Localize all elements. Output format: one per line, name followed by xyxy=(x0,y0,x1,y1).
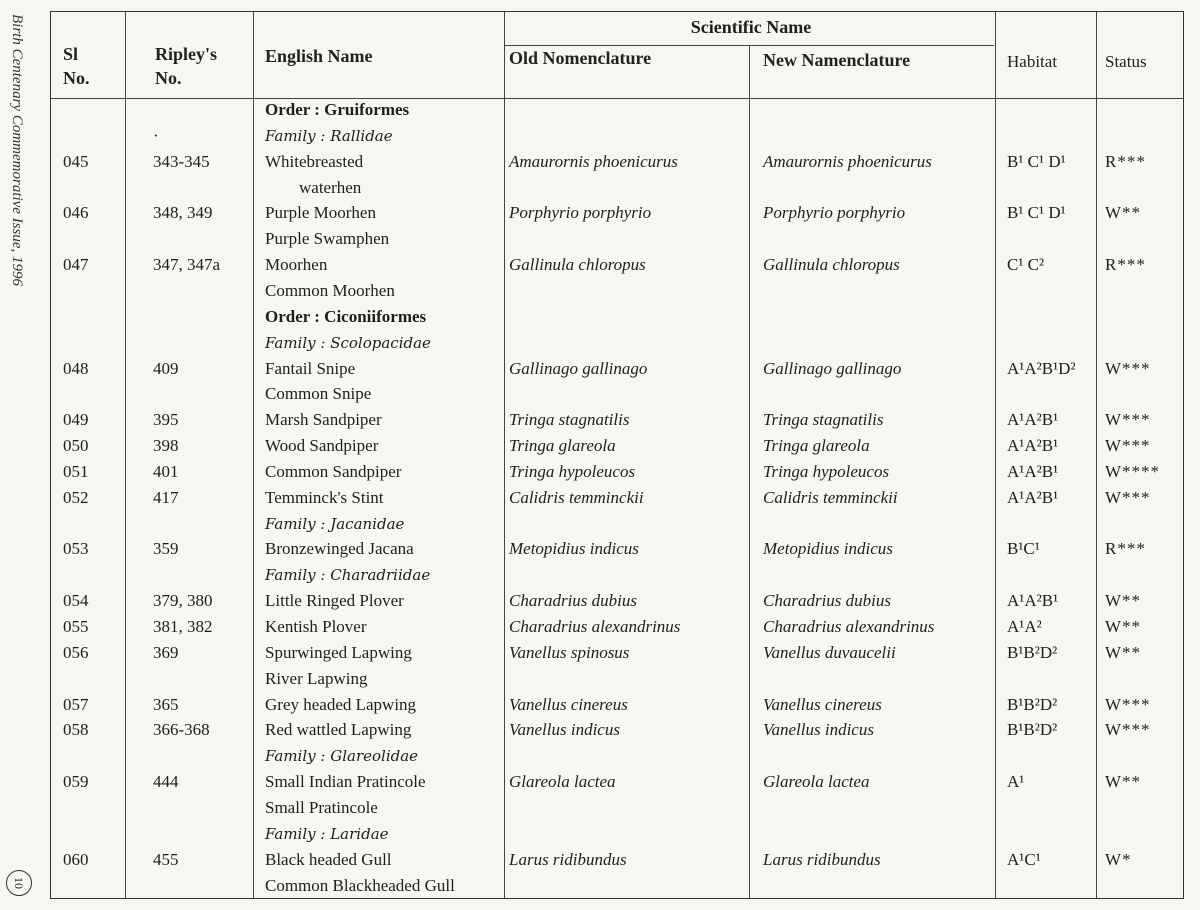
cell-new: Charadrius alexandrinus xyxy=(763,617,935,636)
cell-status: W*** xyxy=(1105,694,1151,714)
cell-new: Tringa glareola xyxy=(763,436,870,456)
header-old: Old Nomenclature xyxy=(509,48,652,68)
cell-new: Vanellus cinereus xyxy=(763,694,882,714)
cell-status: W** xyxy=(1105,642,1142,662)
cell-english: River Lapwing xyxy=(265,668,368,688)
cell-status: W*** xyxy=(1105,720,1151,740)
cell-habitat: B¹ C¹ D¹ xyxy=(1007,203,1066,223)
cell-sl: 055 xyxy=(63,617,89,636)
cell-ripley: 379, 380 xyxy=(153,591,213,611)
cell-ripley: 409 xyxy=(153,358,179,378)
side-title: Birth Centenary Commemorative Issue, 1996 xyxy=(9,14,25,287)
cell-sl: 049 xyxy=(63,410,89,430)
cell-habitat: A¹A²B¹ xyxy=(1007,461,1059,481)
cell-status: W** xyxy=(1105,772,1142,792)
cell-english: Family : Charadriidae xyxy=(265,566,431,585)
cell-old: Gallinula chloropus xyxy=(509,255,646,275)
header-new: New Namenclature xyxy=(763,50,911,70)
cell-old: Vanellus indicus xyxy=(509,720,620,740)
cell-sl: 045 xyxy=(63,151,89,171)
cell-new: Tringa hypoleucos xyxy=(763,461,890,481)
cell-sl: 057 xyxy=(63,694,89,714)
cell-new: Vanellus indicus xyxy=(763,720,874,740)
cell-habitat: B¹C¹ xyxy=(1007,539,1040,559)
cell-status: R*** xyxy=(1105,539,1146,559)
cell-ripley: 395 xyxy=(153,410,179,430)
cell-habitat: A¹ xyxy=(1007,772,1025,792)
cell-old: Metopidius indicus xyxy=(509,539,639,559)
cell-old: Charadrius dubius xyxy=(509,591,637,611)
cell-english: Common Moorhen xyxy=(265,280,395,300)
cell-old: Tringa hypoleucos xyxy=(509,461,636,481)
cell-status: W** xyxy=(1105,203,1142,223)
cell-english: Small Pratincole xyxy=(265,797,378,817)
cell-status: W*** xyxy=(1105,358,1151,378)
cell-english: Family : Laridae xyxy=(265,824,389,843)
cell-new: Gallinago gallinago xyxy=(763,358,902,378)
cell-sl: 051 xyxy=(63,461,89,481)
cell-new: Metopidius indicus xyxy=(763,539,893,559)
cell-old: Charadrius alexandrinus xyxy=(509,617,681,636)
cell-english: Whitebreasted xyxy=(265,151,364,171)
cell-english: Purple Moorhen xyxy=(265,203,376,223)
cell-status: W*** xyxy=(1105,410,1151,430)
cell-new: Tringa stagnatilis xyxy=(763,410,884,430)
cell-english: Bronzewinged Jacana xyxy=(265,539,414,559)
cell-status: R*** xyxy=(1105,151,1146,171)
cell-english: Red wattled Lapwing xyxy=(265,720,412,740)
cell-new: Calidris temminckii xyxy=(763,487,898,507)
cell-habitat: A¹A²B¹ xyxy=(1007,591,1059,611)
header-bottom-line xyxy=(51,98,1183,99)
cell-english: Marsh Sandpiper xyxy=(265,410,382,430)
cell-new: Larus ridibundus xyxy=(763,849,881,869)
cell-english: waterhen xyxy=(299,177,362,197)
cell-old: Vanellus cinereus xyxy=(509,694,628,714)
cell-ripley: 359 xyxy=(153,539,179,559)
cell-english: Common Snipe xyxy=(265,384,372,404)
cell-english: Small Indian Pratincole xyxy=(265,772,426,792)
cell-habitat: A¹A²B¹ xyxy=(1007,410,1059,430)
cell-english: Moorhen xyxy=(265,255,328,275)
cell-new: Vanellus duvaucelii xyxy=(763,642,896,662)
cell-ripley: 366-368 xyxy=(153,720,210,740)
cell-old: Larus ridibundus xyxy=(509,849,627,869)
cell-english: Family : Rallidae xyxy=(265,126,393,145)
cell-new: Porphyrio porphyrio xyxy=(763,203,906,223)
cell-english: Fantail Snipe xyxy=(265,358,356,378)
cell-ripley: 444 xyxy=(153,772,179,792)
cell-ripley: 401 xyxy=(153,461,179,481)
cell-english: Black headed Gull xyxy=(265,849,392,869)
cell-old: Glareola lactea xyxy=(509,772,616,792)
cell-old: Tringa glareola xyxy=(509,436,616,456)
cell-english: Little Ringed Plover xyxy=(265,591,404,611)
cell-old: Vanellus spinosus xyxy=(509,642,630,662)
cell-status: W** xyxy=(1105,591,1142,611)
cell-english: Order : Gruiformes xyxy=(265,100,410,119)
cell-ripley: 455 xyxy=(153,849,179,869)
cell-habitat: B¹B²D² xyxy=(1007,720,1058,740)
cell-sl: 058 xyxy=(63,720,89,740)
cell-english: Order : Ciconiiformes xyxy=(265,306,427,326)
col-divider xyxy=(749,45,750,898)
header-ripley: Ripley's No. xyxy=(155,44,218,88)
cell-sl: 052 xyxy=(63,487,89,507)
cell-sl: 048 xyxy=(63,358,89,378)
col-divider xyxy=(1096,12,1097,898)
cell-english: Common Sandpiper xyxy=(265,461,402,481)
cell-status: W*** xyxy=(1105,487,1151,507)
cell-status: W* xyxy=(1105,849,1132,869)
cell-new: Glareola lactea xyxy=(763,772,870,792)
cell-status: W** xyxy=(1105,617,1142,636)
cell-sl: 046 xyxy=(63,203,89,223)
cell-habitat: B¹ C¹ D¹ xyxy=(1007,151,1066,171)
cell-habitat: B¹B²D² xyxy=(1007,642,1058,662)
cell-ripley: 365 xyxy=(153,694,179,714)
col-divider xyxy=(253,12,254,898)
cell-english: Grey headed Lapwing xyxy=(265,694,417,714)
cell-sl: 059 xyxy=(63,772,89,792)
header-status: Status xyxy=(1105,52,1147,71)
cell-english: Spurwinged Lapwing xyxy=(265,642,412,662)
cell-status: R*** xyxy=(1105,255,1146,275)
cell-ripley: 348, 349 xyxy=(153,203,213,223)
cell-sl: 050 xyxy=(63,436,89,456)
cell-sl: 056 xyxy=(63,642,89,662)
cell-sl: 047 xyxy=(63,255,89,275)
cell-old: Gallinago gallinago xyxy=(509,358,648,378)
cell-status: W*** xyxy=(1105,436,1151,456)
cell-english: Family : Scolopacidae xyxy=(265,333,431,352)
cell-ripley: 417 xyxy=(153,487,179,507)
cell-english: Family : Jacanidae xyxy=(265,514,405,533)
cell-status: W**** xyxy=(1105,461,1161,481)
cell-ripley: 398 xyxy=(153,436,179,456)
cell-new: Charadrius dubius xyxy=(763,591,891,611)
cell-old: Tringa stagnatilis xyxy=(509,410,630,430)
cell-old: Porphyrio porphyrio xyxy=(509,203,652,223)
cell-habitat: B¹B²D² xyxy=(1007,694,1058,714)
cell-new: Gallinula chloropus xyxy=(763,255,900,275)
cell-english: Purple Swamphen xyxy=(265,229,390,249)
cell-english: Common Blackheaded Gull xyxy=(265,875,455,895)
cell-english: Family : Glareolidae xyxy=(265,747,419,766)
cell-habitat: C¹ C² xyxy=(1007,255,1045,275)
cell-ripley: 343-345 xyxy=(153,151,210,171)
cell-sl: 053 xyxy=(63,539,89,559)
header-sl: Sl No. xyxy=(63,44,90,88)
cell-ripley: · xyxy=(153,125,159,145)
cell-habitat: A¹A²B¹ xyxy=(1007,487,1059,507)
cell-habitat: A¹A² xyxy=(1007,617,1042,636)
cell-sl: 054 xyxy=(63,591,89,611)
cell-english: Kentish Plover xyxy=(265,617,367,636)
header-scientific: Scientific Name xyxy=(690,17,812,37)
cell-english: Wood Sandpiper xyxy=(265,436,379,456)
page-number: 10 xyxy=(6,870,32,896)
cell-new: Amaurornis phoenicurus xyxy=(763,151,932,171)
cell-ripley: 347, 347a xyxy=(153,255,221,275)
cell-old: Calidris temminckii xyxy=(509,487,644,507)
cell-habitat: A¹C¹ xyxy=(1007,849,1041,869)
col-divider xyxy=(125,12,126,898)
cell-old: Amaurornis phoenicurus xyxy=(509,151,678,171)
species-table xyxy=(50,11,1184,899)
col-divider xyxy=(504,12,505,898)
cell-english: Temminck's Stint xyxy=(265,487,384,507)
header-english: English Name xyxy=(265,46,373,66)
col-divider xyxy=(995,12,996,898)
cell-ripley: 381, 382 xyxy=(153,617,213,636)
cell-ripley: 369 xyxy=(153,642,179,662)
cell-habitat: A¹A²B¹ xyxy=(1007,436,1059,456)
cell-sl: 060 xyxy=(63,849,89,869)
header-habitat: Habitat xyxy=(1007,52,1058,71)
cell-habitat: A¹A²B¹D² xyxy=(1007,358,1076,378)
